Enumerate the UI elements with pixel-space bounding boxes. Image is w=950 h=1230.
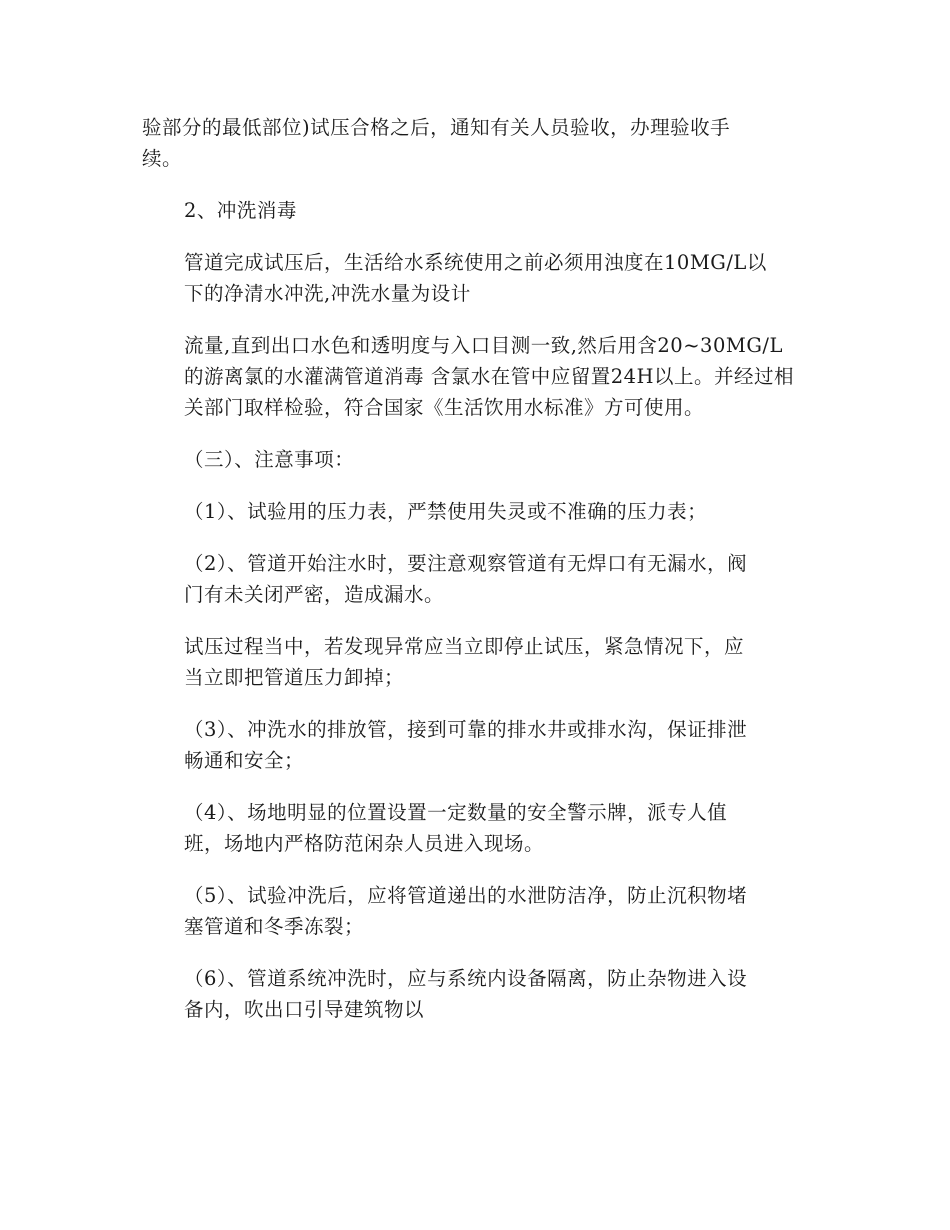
note-item-5 [142,880,808,942]
text-line: （3）、冲洗水的排放管，接到可靠的排水井或排水沟，保证排泄 [184,718,748,741]
text-line: 管道完成试压后，生活给水系统使用之前必须用浊度在10MG/L以 [184,251,767,274]
note-item-1 [142,496,808,527]
text-line: 班，场地内严格防范闲杂人员进入现场。 [184,832,545,855]
text-line: 关部门取样检验，符合国家《生活饮用水标准》方可使用。 [184,396,705,419]
text-line: （1）、试验用的压力表，严禁使用失灵或不准确的压力表； [184,500,708,523]
note-item-2 [142,548,808,610]
text-line: 续。 [142,147,183,170]
paragraph-3 [142,247,808,309]
text-line: （4）、场地明显的位置设置一定数量的安全警示牌，派专人值 [184,801,728,824]
text-line: 的游离氯的水灌满管道消毒 含氯水在管中应留置24H以上。并经过相 [184,365,795,388]
text-line: 下的净清水冲洗,冲洗水量为设计 [184,282,471,305]
text-line: （三）、注意事项： [184,448,355,471]
text-line: 门有未关闭严密，造成漏水。 [184,583,445,606]
paragraph-4 [142,330,808,423]
text-line: 当立即把管道压力卸掉； [184,666,405,689]
text-line: 验部分的最低部位)试压合格之后，通知有关人员验收，办理验收手 [142,116,731,139]
text-line: 备内，吹出口引导建筑物以 [184,998,425,1021]
note-item-4 [142,797,808,859]
text-line: 畅通和安全； [184,749,305,772]
section-heading-flush-disinfect [142,195,808,226]
section-heading-notes [142,444,808,475]
text-line: （6）、管道系统冲洗时，应与系统内设备隔离，防止杂物进入设 [184,967,748,990]
text-line: （5）、试验冲洗后，应将管道递出的水泄防洁净，防止沉积物堵 [184,884,748,907]
document-page [142,112,808,1046]
text-line: 流量,直到出口水色和透明度与入口目测一致,然后用含20~30MG/L [184,334,783,357]
text-line: 2、冲洗消毒 [184,199,297,222]
note-item-6 [142,963,808,1025]
note-item-3 [142,714,808,776]
text-line: 塞管道和冬季冻裂； [184,915,365,938]
paragraph-1 [142,112,808,174]
paragraph-8 [142,631,808,693]
text-line: （2）、管道开始注水时，要注意观察管道有无焊口有无漏水，阀 [184,552,748,575]
text-line: 试压过程当中，若发现异常应当立即停止试压，紧急情况下，应 [184,635,745,658]
